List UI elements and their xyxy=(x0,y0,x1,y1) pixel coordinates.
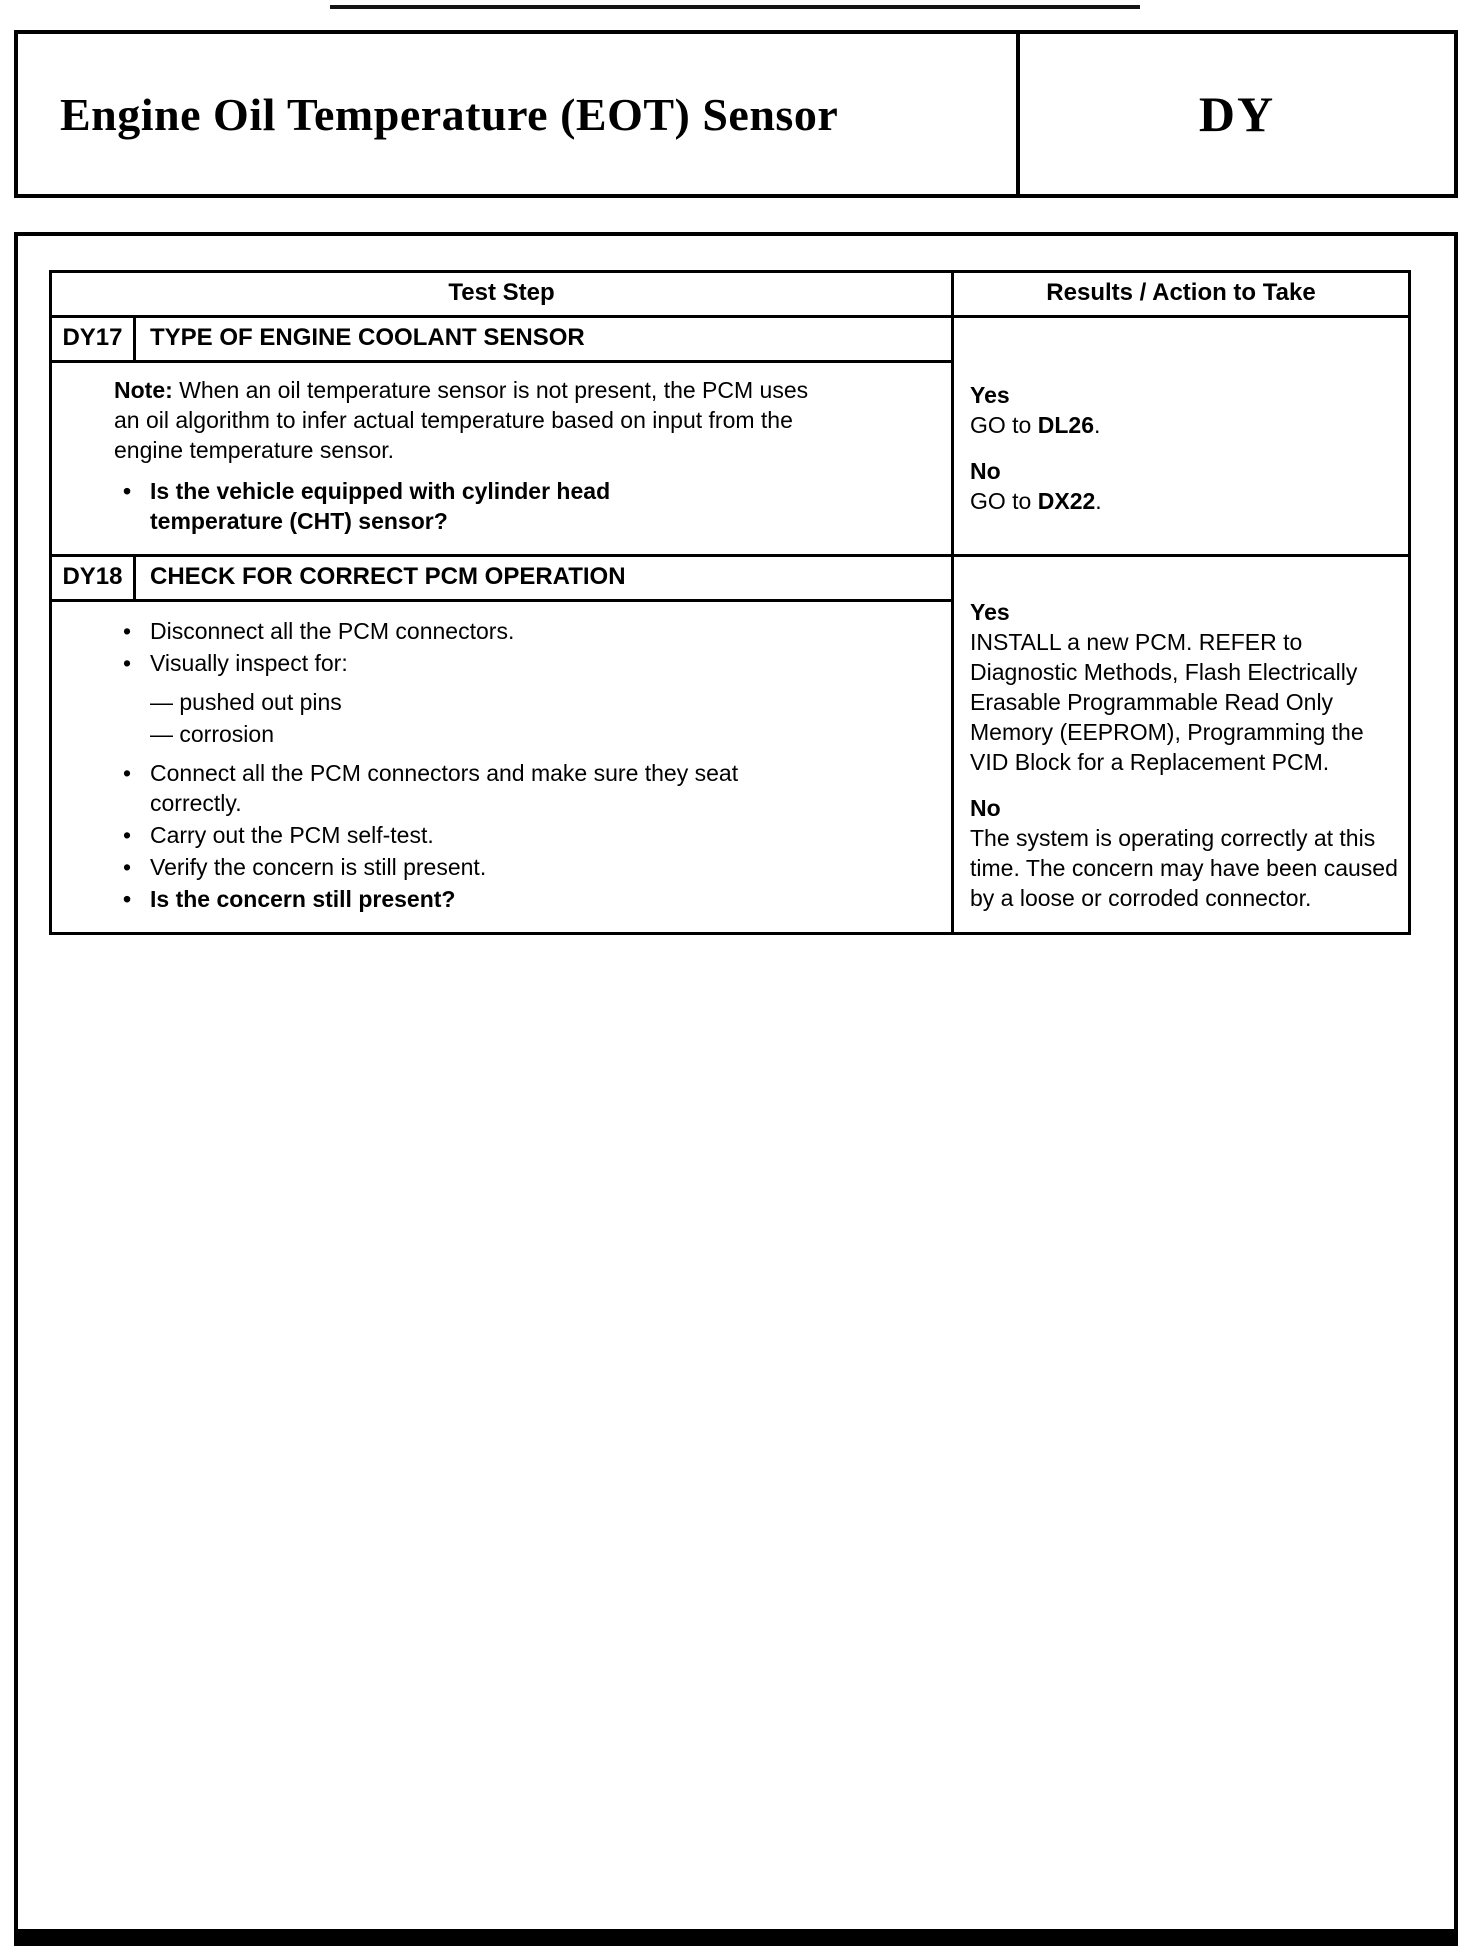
bullet-text: Is the concern still present? xyxy=(150,886,456,912)
bullet-item xyxy=(114,476,933,536)
result-answer: No xyxy=(970,458,1001,484)
bullet-item xyxy=(114,616,933,646)
result-block-no xyxy=(970,793,1400,913)
bullet-item xyxy=(114,758,933,818)
note-label: Note: xyxy=(114,377,173,403)
content-box xyxy=(14,232,1458,1946)
result-block-no xyxy=(970,456,1400,516)
result-answer: No xyxy=(970,795,1001,821)
step-title-row xyxy=(52,318,951,363)
page-title: Engine Oil Temperature (EOT) Sensor xyxy=(60,88,839,140)
bullet-item xyxy=(114,820,933,850)
step-body xyxy=(52,602,951,932)
step-dy18-results xyxy=(954,554,1408,932)
bullet-icon xyxy=(114,758,150,818)
dash-subitem: — pushed out pins xyxy=(150,689,342,715)
scan-artifact-line xyxy=(330,5,1140,9)
bullet-text: Connect all the PCM connectors and make sure they seat correctly. xyxy=(150,760,739,816)
step-title-row xyxy=(52,557,951,602)
result-action: INSTALL a new PCM. REFER to Diagnostic Methods, Flash Electrically Erasable Programmable Read Only Memory (EEPROM), Programming the VID Block for a Replacement PCM. xyxy=(970,629,1364,775)
bullet-icon xyxy=(114,476,150,536)
result-block-yes xyxy=(970,380,1400,440)
note-text: When an oil temperature sensor is not present, the PCM uses an oil algorithm to infer actual temperature based on input from the engine temperature sensor. xyxy=(114,377,809,463)
bullet-icon xyxy=(114,820,150,850)
result-action: The system is operating correctly at this time. The concern may have been caused by a loose or corroded connector. xyxy=(970,825,1398,911)
action-text: GO to xyxy=(970,488,1038,514)
bullet-text: Carry out the PCM self-test. xyxy=(150,822,434,848)
step-id: DY17 xyxy=(52,318,136,360)
action-target: DL26 xyxy=(1037,412,1094,438)
bullet-text: Visually inspect for: xyxy=(150,650,348,676)
result-answer: Yes xyxy=(970,382,1010,408)
step-title: CHECK FOR CORRECT PCM OPERATION xyxy=(150,563,626,590)
result-block-yes xyxy=(970,597,1400,777)
page-header xyxy=(14,30,1458,198)
page-title-cell xyxy=(18,34,1020,194)
bullet-icon xyxy=(114,852,150,882)
bullet-item xyxy=(114,852,933,882)
dash-subitem: — corrosion xyxy=(150,721,274,747)
action-text: GO to xyxy=(970,412,1038,438)
result-answer: Yes xyxy=(970,599,1010,625)
step-dy17-results xyxy=(954,315,1408,554)
step-dy17-left xyxy=(52,315,954,554)
bullet-item xyxy=(114,648,933,678)
bullet-text: Verify the concern is still present. xyxy=(150,854,487,880)
note-paragraph xyxy=(114,375,814,465)
result-action xyxy=(970,410,1400,440)
step-body xyxy=(52,363,951,554)
bullet-text: Disconnect all the PCM connectors. xyxy=(150,618,515,644)
bullet-icon xyxy=(114,648,150,678)
result-action xyxy=(970,486,1400,516)
bullet-item xyxy=(114,884,933,914)
step-dy18-left xyxy=(52,554,954,932)
bullet-text: Is the vehicle equipped with cylinder head temperature (CHT) sensor? xyxy=(150,478,611,534)
column-header-results: Results / Action to Take xyxy=(1046,279,1316,306)
step-id: DY18 xyxy=(52,557,136,599)
bullet-icon xyxy=(114,884,150,914)
step-title: TYPE OF ENGINE COOLANT SENSOR xyxy=(150,324,585,351)
column-header-test-step: Test Step xyxy=(52,273,954,315)
page-code: DY xyxy=(1198,86,1276,142)
action-text: . xyxy=(1095,488,1102,514)
action-target: DX22 xyxy=(1037,488,1096,514)
pinpoint-test-table xyxy=(49,270,1411,935)
page-code-cell xyxy=(1020,34,1454,194)
action-text: . xyxy=(1094,412,1101,438)
bullet-icon xyxy=(114,616,150,646)
